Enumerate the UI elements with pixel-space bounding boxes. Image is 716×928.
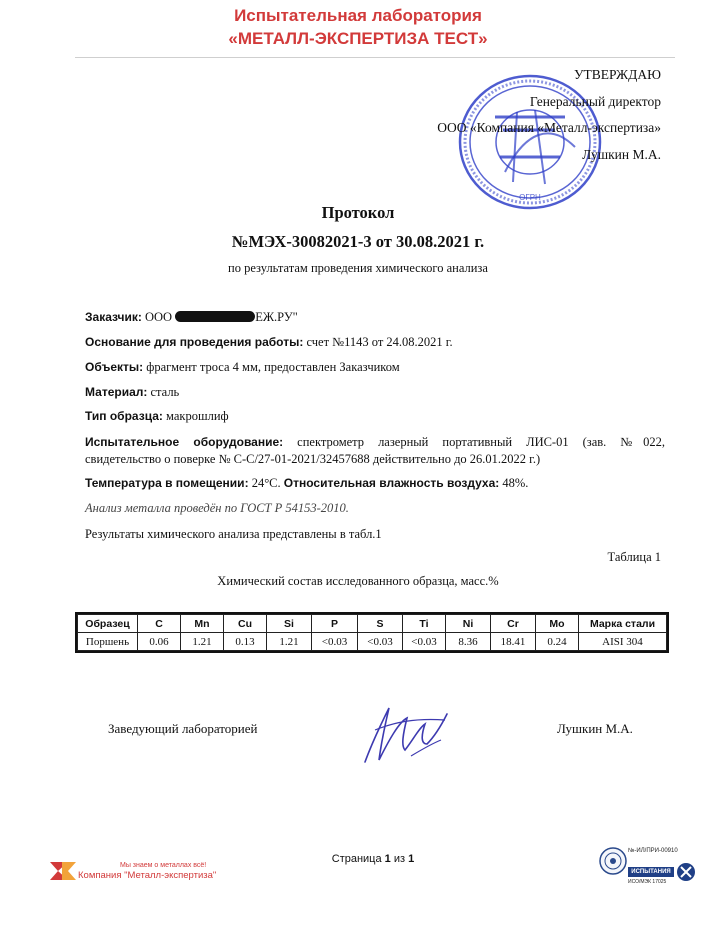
approval-word: УТВЕРЖДАЮ <box>573 67 661 82</box>
customer-label: Заказчик: <box>85 310 142 324</box>
temperature-label: Температура в помещении: <box>85 476 249 490</box>
results-note: Результаты химического анализа представлены в табл.1 <box>85 527 382 541</box>
table-cell: 18.41 <box>491 633 536 651</box>
sample-type-field <box>85 408 665 425</box>
approval-company: ООО «Компания «Металл-экспертиза» <box>437 120 661 135</box>
company-stamp <box>455 72 605 212</box>
table-cell: <0.03 <box>358 633 403 651</box>
cert-badge: ИСПЫТАНИЯ <box>628 867 674 877</box>
table-header-cell: Марка стали <box>579 615 667 633</box>
table-label: Таблица 1 <box>607 550 661 564</box>
table-header-cell: Si <box>267 615 312 633</box>
page-middle: из <box>390 853 409 865</box>
humidity-label: Относительная влажность воздуха: <box>283 476 500 490</box>
equipment-value-line1: спектрометр лазерный портативный ЛИС-01 (зав. №022, <box>297 435 665 449</box>
table-cell: 0.06 <box>138 633 181 651</box>
accreditation-seal-icon <box>598 846 628 876</box>
redaction-mark <box>175 311 255 322</box>
table-header-cell: Cu <box>224 615 267 633</box>
table-cell: <0.03 <box>403 633 446 651</box>
table-header-cell: Ti <box>403 615 446 633</box>
cert-number: №-ИЛ/ПРИ-00910 <box>628 848 678 854</box>
handwritten-signature <box>355 700 455 770</box>
customer-value-suffix: ЕЖ.РУ" <box>255 310 298 324</box>
sample-type-value: макрошлиф <box>166 409 229 423</box>
table-header-cell: C <box>138 615 181 633</box>
table-header-cell: Mn <box>181 615 224 633</box>
protocol-subtitle: по результатам проведения химического анализа <box>228 261 488 275</box>
table-header-cell: Образец <box>78 615 138 633</box>
approval-position: Генеральный директор <box>529 94 661 109</box>
protocol-number: №МЭХ-30082021-3 от 30.08.2021 г. <box>231 232 485 251</box>
table-cell: 0.24 <box>536 633 579 651</box>
header-divider <box>75 57 675 58</box>
page-current: 1 <box>384 853 391 865</box>
page-total: 1 <box>408 853 415 865</box>
table-cell: 1.21 <box>267 633 312 651</box>
tools-icon <box>676 862 696 882</box>
equipment-label: Испытательное оборудование: <box>85 435 284 449</box>
basis-value: счет №1143 от 24.08.2021 г. <box>306 335 453 349</box>
results-table <box>77 614 667 651</box>
cert-standard: ИСО/МЭК 17025 <box>628 879 667 885</box>
table-cell: AISI 304 <box>579 633 667 651</box>
table-cell: 0.13 <box>224 633 267 651</box>
objects-label: Объекты: <box>85 360 144 374</box>
results-table-frame <box>75 612 669 653</box>
table-row <box>78 633 667 651</box>
humidity-value: 48%. <box>502 476 529 490</box>
temperature-value: 24°С. <box>251 476 281 490</box>
customer-field <box>85 309 665 326</box>
signature-position: Заведующий лабораторией <box>108 721 258 736</box>
objects-value: фрагмент троса 4 мм, предоставлен Заказчиком <box>146 360 400 374</box>
page-prefix: Страница <box>331 853 385 865</box>
approval-signatory: Лушкин М.А. <box>582 147 661 162</box>
svg-text:ОГРН: ОГРН <box>519 193 541 202</box>
table-header-row <box>78 615 667 633</box>
logo-tagline: Мы знаем о металлах всё! <box>120 862 207 869</box>
table-cell: 1.21 <box>181 633 224 651</box>
protocol-title: Протокол <box>321 203 395 222</box>
table-cell: Поршень <box>78 633 138 651</box>
material-value: сталь <box>150 385 180 399</box>
conditions-field <box>85 475 665 492</box>
equipment-field <box>85 434 665 451</box>
material-field <box>85 384 665 401</box>
basis-label: Основание для проведения работы: <box>85 335 304 349</box>
table-caption: Химический состав исследованного образца, масс.% <box>217 574 499 588</box>
lab-name-line2: «МЕТАЛЛ-ЭКСПЕРТИЗА ТЕСТ» <box>228 29 488 48</box>
sample-type-label: Тип образца: <box>85 409 163 423</box>
table-cell: 8.36 <box>446 633 491 651</box>
lab-name-line1: Испытательная лаборатория <box>234 6 482 25</box>
gost-note: Анализ металла проведён по ГОСТ Р 54153-2010. <box>85 501 349 515</box>
table-cell: <0.03 <box>312 633 358 651</box>
table-header-cell: Cr <box>491 615 536 633</box>
signature-name: Лушкин М.А. <box>557 721 633 736</box>
table-header-cell: P <box>312 615 358 633</box>
customer-value-prefix: ООО <box>145 310 176 324</box>
logo-company: Компания "Металл-экспертиза" <box>78 870 217 881</box>
equipment-value-line2: свидетельство о поверке № С-С/27-01-2021/32457688 действительно до 26.01.2022 г.) <box>85 452 541 466</box>
basis-field <box>85 334 665 351</box>
material-label: Материал: <box>85 385 148 399</box>
objects-field <box>85 359 665 376</box>
table-header-cell: Mo <box>536 615 579 633</box>
table-header-cell: Ni <box>446 615 491 633</box>
table-header-cell: S <box>358 615 403 633</box>
